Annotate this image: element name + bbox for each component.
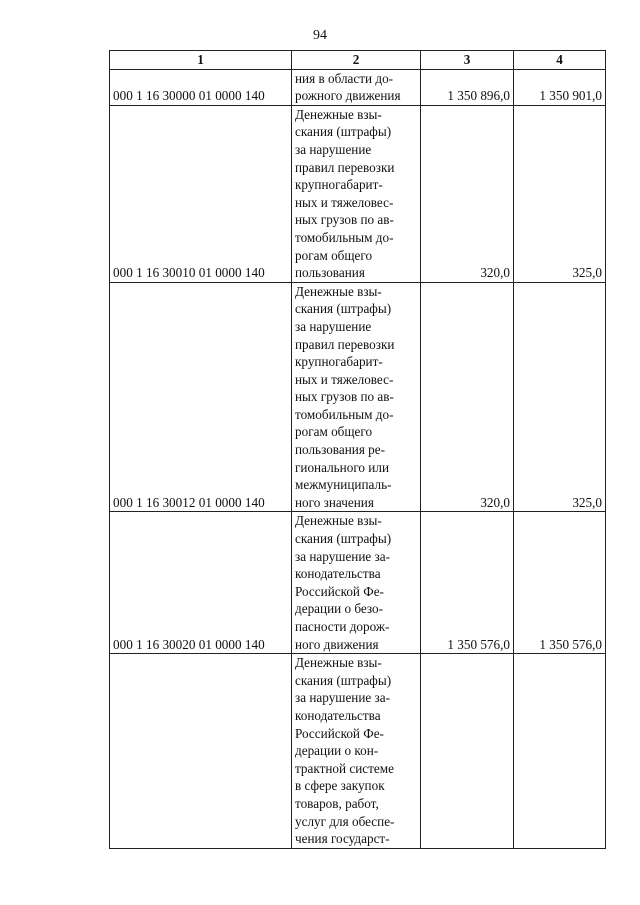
amount-col3: 320,0 [421,105,514,282]
item-name: Денежные взы- скания (штрафы) за нарушение за- конодательства Российской Фе- дерации о безо- пасности дорож- ного движения [292,512,421,654]
amount-col4: 325,0 [514,282,606,512]
page-number: 94 [313,28,327,43]
budget-code [110,654,292,849]
table-row [110,654,606,849]
table-row [110,512,606,654]
amount-col4: 1 350 576,0 [514,512,606,654]
amount-col4 [514,654,606,849]
header-row [110,51,606,70]
budget-code: 000 1 16 30012 01 0000 140 [110,282,292,512]
table-row [110,105,606,282]
column-header-2: 2 [292,51,421,70]
table-row [110,69,606,105]
amount-col4: 1 350 901,0 [514,69,606,105]
table-body [110,69,606,848]
column-header-4: 4 [514,51,606,70]
amount-col3: 1 350 896,0 [421,69,514,105]
table-header [110,51,606,70]
table-row [110,282,606,512]
budget-code: 000 1 16 30020 01 0000 140 [110,512,292,654]
item-name: ния в области до- рожного движения [292,69,421,105]
budget-code: 000 1 16 30000 01 0000 140 [110,69,292,105]
item-name: Денежные взы- скания (штрафы) за нарушение правил перевозки крупногабарит- ных и тяжеловес- ных грузов по ав- томобильным до- рогам общего пользования ре- гионального или межмуниципаль- ного значения [292,282,421,512]
amount-col3 [421,654,514,849]
amount-col4: 325,0 [514,105,606,282]
item-name: Денежные взы- скания (штрафы) за нарушение за- конодательства Российской Фе- дерации о кон- трактной системе в сфере закупок товаров, работ, услуг для обеспе- чения государст- [292,654,421,849]
item-name: Денежные взы- скания (штрафы) за нарушение правил перевозки крупногабарит- ных и тяжеловес- ных грузов по ав- томобильным до- рогам общего пользования [292,105,421,282]
column-header-3: 3 [421,51,514,70]
budget-table [109,50,606,849]
amount-col3: 320,0 [421,282,514,512]
column-header-1: 1 [110,51,292,70]
budget-code: 000 1 16 30010 01 0000 140 [110,105,292,282]
amount-col3: 1 350 576,0 [421,512,514,654]
